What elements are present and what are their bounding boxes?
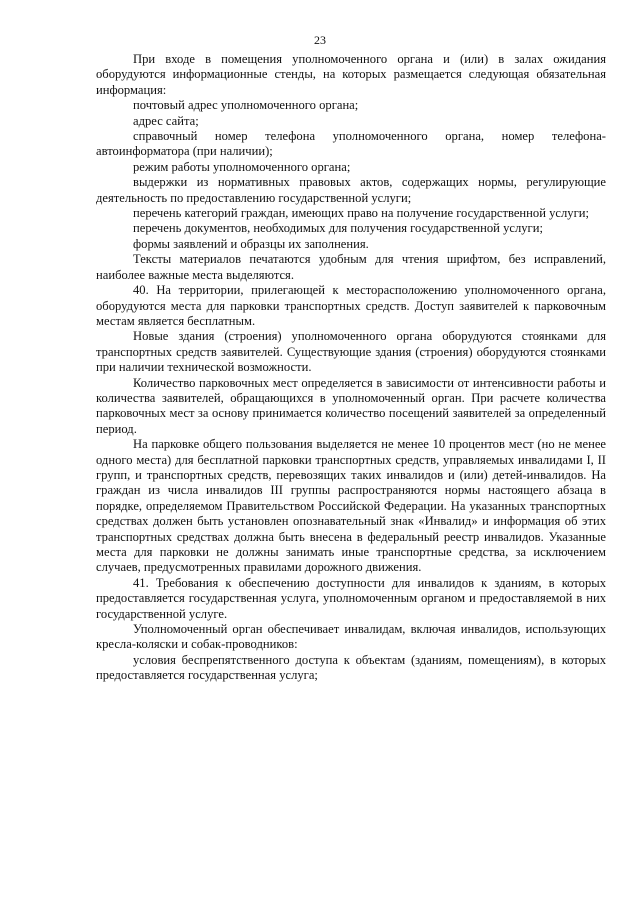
list-item-site-address: адрес сайта;: [133, 113, 199, 128]
paragraph-text-materials: Тексты материалов печатаются удобным для чтения шрифтом, без исправлений, наиболее важные места выделяются.: [96, 252, 606, 282]
list-item-phone-numbers: справочный номер телефона уполномоченного органа, номер телефона-автоинформатора (при наличии);: [96, 129, 606, 159]
page-number: 23: [314, 33, 326, 47]
paragraph-section-40: 40. На территории, прилегающей к месторасположению уполномоченного органа, оборудуются места для парковки транспортных средств. Доступ заявителей к парковочным местам является бесплатным.: [96, 283, 606, 328]
list-item-document-list: перечень документов, необходимых для получения государственной услуги;: [133, 221, 543, 236]
paragraph-authority-provides: Уполномоченный орган обеспечивает инвалидам, включая инвалидов, использующих кресла-коляски и собак-проводников:: [96, 622, 606, 652]
paragraph-section-41: 41. Требования к обеспечению доступности для инвалидов к зданиям, в которых предоставляется государственная услуга, уполномоченным органом и предоставляемой в них государственной услуге.: [96, 575, 606, 621]
paragraph-disabled-parking: На парковке общего пользования выделяется не менее 10 процентов мест (но не менее одного места) для бесплатной парковки транспортных средств, управляемых инвалидами I, II групп, и транспортных средств, перевозящих таких инвалидов и (или) детей-инвалидов. На граждан из числа инвалидов III группы распространяются нормы настоящего абзаца в порядке, определяемом Правительством Российской Федерации. На указанных транспортных средствах должен быть установлен опознавательный знак «Инвалид» и информация об этих транспортных средствах должна быть внесена в федеральный реестр инвалидов. Указанные места для парковки не должны занимать иные транспортные средства, за исключением случаев, предусмотренных правилами дорожного движения.: [96, 437, 606, 575]
list-item-application-forms: формы заявлений и образцы их заполнения.: [133, 236, 369, 251]
paragraph-info-stands-intro: При входе в помещения уполномоченного органа и (или) в залах ожидания оборудуются информационные стенды, на которых размещается следующая обязательная информация:: [96, 52, 606, 97]
list-item-postal-address: почтовый адрес уполномоченного органа;: [133, 98, 359, 113]
list-item-citizen-categories: перечень категорий граждан, имеющих право на получение государственной услуги;: [133, 206, 589, 221]
document-body: [96, 52, 606, 684]
paragraph-access-conditions: условия беспрепятственного доступа к объектам (зданиям, помещениям), в которых предоставляется государственная услуга;: [96, 652, 606, 683]
paragraph-parking-count: Количество парковочных мест определяется в зависимости от интенсивности работы и количества заявителей, обращающихся в уполномоченный орган. При расчете количества парковочных мест за основу принимается количество посещений заявителей за определенный период.: [96, 375, 606, 436]
paragraph-new-buildings: Новые здания (строения) уполномоченного органа оборудуются стоянками для транспортных средств заявителей. Существующие здания (строения) оборудуются стоянками при наличии технической возможности.: [96, 329, 606, 375]
list-item-work-schedule: режим работы уполномоченного органа;: [133, 159, 351, 174]
list-item-legal-excerpts: выдержки из нормативных правовых актов, содержащих нормы, регулирующие деятельность по предоставлению государственной услуги;: [96, 175, 606, 205]
